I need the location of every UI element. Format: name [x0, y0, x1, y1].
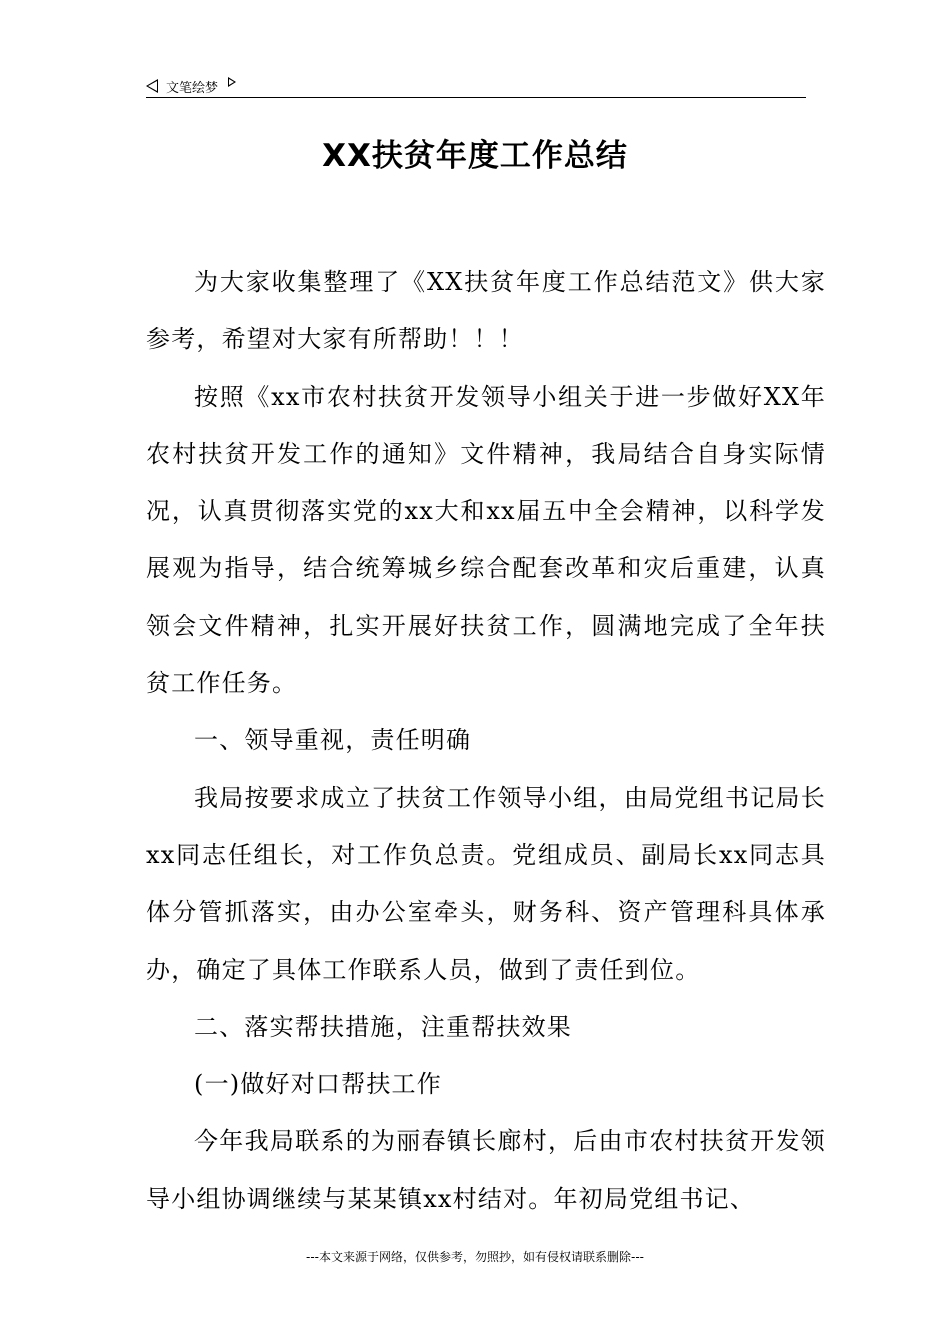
page-header [146, 74, 806, 98]
header-label: 文笔绘梦 [166, 80, 219, 96]
document-body [146, 254, 826, 1228]
subsection-heading: (一)做好对口帮扶工作 [194, 1070, 442, 1099]
triangle-right-icon [228, 77, 236, 87]
paragraph-intro: 为大家收集整理了《XX扶贫年度工作总结范文》供大家参考，希望对大家有所帮助！！！ [146, 268, 826, 354]
triangle-left-icon [146, 79, 158, 93]
section-heading: 二、落实帮扶措施，注重帮扶效果 [194, 1012, 572, 1041]
paragraph: 今年我局联系的为丽春镇长廊村，后由市农村扶贫开发领导小组协调继续与某某镇xx村结对。年初局党组书记、 [146, 1127, 826, 1213]
header-divider [146, 97, 806, 98]
paragraph: 我局按要求成立了扶贫工作领导小组，由局党组书记局长xx同志任组长，对工作负总责。党组成员、副局长xx同志具体分管抓落实，由办公室牵头，财务科、资产管理科具体承办，确定了具体工作联系人员，做到了责任到位。 [146, 783, 826, 984]
paragraph: 按照《xx市农村扶贫开发领导小组关于进一步做好XX年农村扶贫开发工作的通知》文件精神，我局结合自身实际情况，认真贯彻落实党的xx大和xx届五中全会精神，以科学发展观为指导，结合统筹城乡综合配套改革和灾后重建，认真领会文件精神，扎实开展好扶贫工作，圆满地完成了全年扶贫工作任务。 [146, 382, 826, 698]
section-heading: 一、领导重视，责任明确 [194, 726, 472, 755]
document-title: XX扶贫年度工作总结 [322, 138, 628, 174]
footer-notice: ---本文来源于网络，仅供参考，勿照抄，如有侵权请联系删除--- [306, 1250, 644, 1264]
